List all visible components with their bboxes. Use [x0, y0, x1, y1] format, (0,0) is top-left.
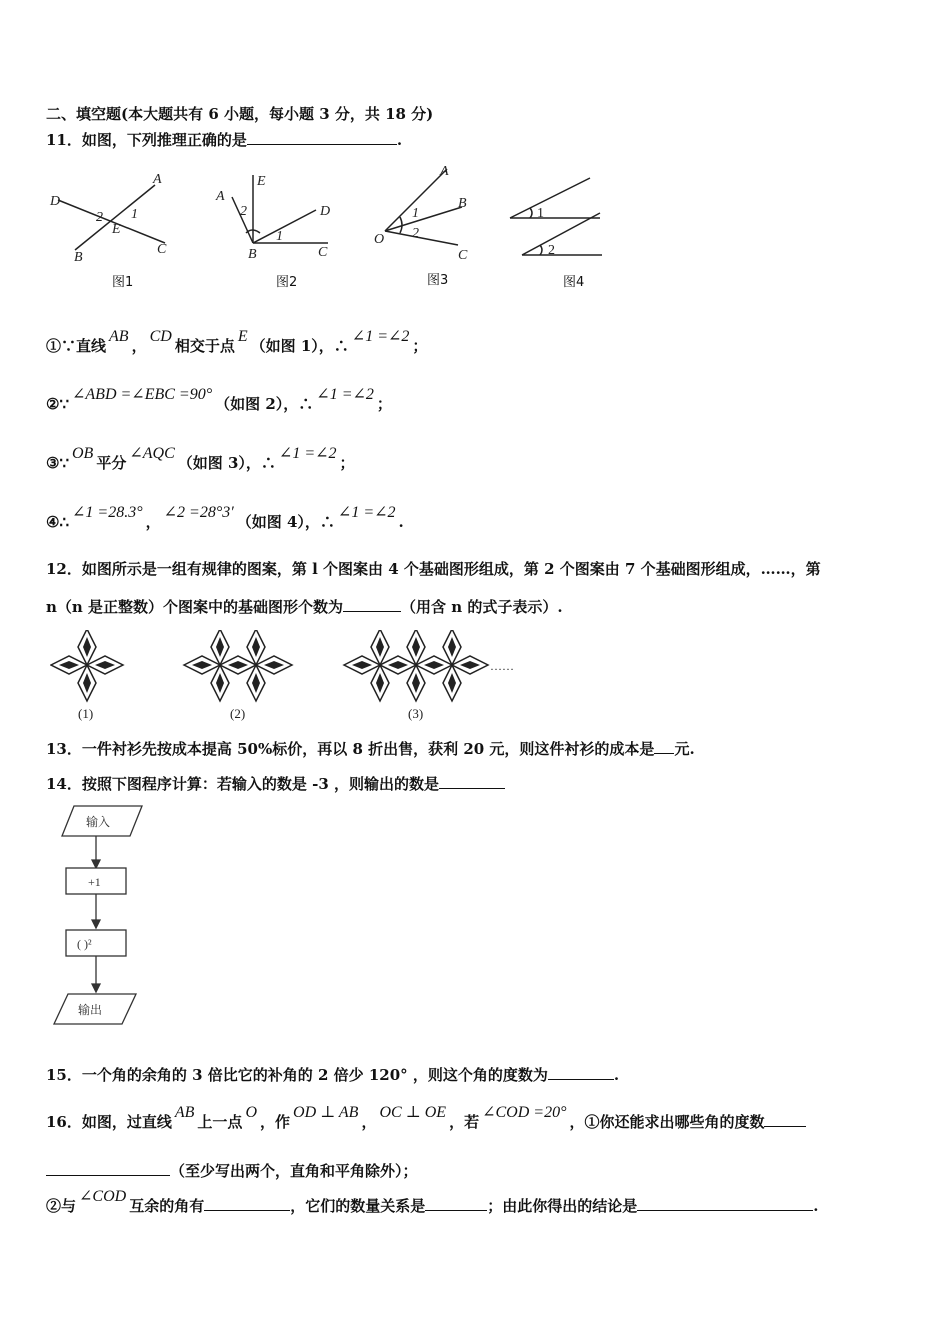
q11-item-2: ②∵∠ABD =∠EBC =90°（如图 2），∴∠1 =∠2； [46, 386, 392, 413]
q12-line-1: 12．如图所示是一组有规律的图案，第 l 个图案由 4 个基础图形组成，第 2 个图案由 7 个基础图形组成，……，第 [46, 560, 821, 578]
q11-answer-blank[interactable] [247, 130, 397, 145]
q16-line-2: （至少写出两个，直角和平角除外）； [46, 1160, 418, 1181]
q16-line-1: 16．如图，过直线AB上一点O，作OD ⊥ AB，OC ⊥ OE，若∠COD =20°，①你还能求出哪些角的度数 [46, 1111, 806, 1132]
q16-answer-blank-1[interactable] [764, 1112, 806, 1127]
q13-answer-blank[interactable] [654, 739, 674, 754]
fig3-angle-2: 2 [412, 226, 419, 241]
q12-patterns [50, 630, 550, 725]
fig1-angle-2: 2 [96, 210, 103, 225]
pattern-ellipsis: …… [490, 659, 514, 673]
q16-answer-blank-5[interactable] [637, 1196, 813, 1211]
q15-answer-blank[interactable] [548, 1065, 614, 1080]
fig1-caption: 图1 [112, 275, 134, 290]
flow-input-label: 输入 [86, 815, 111, 829]
fig1-letter-A: A [153, 172, 162, 187]
fig1-letter-E: E [112, 222, 121, 237]
q16-answer-blank-4[interactable] [425, 1196, 487, 1211]
pattern-3 [344, 630, 488, 701]
fig4-angle-1: 1 [537, 206, 544, 221]
section-title: 二、填空题(本大题共有 6 小题，每小题 3 分，共 18 分) [46, 105, 434, 123]
flow-square-box [66, 930, 126, 956]
fig3-letter-B: B [458, 196, 467, 211]
fig3-angle-1: 1 [412, 206, 419, 221]
fig2-angle-2: 2 [240, 204, 247, 219]
fig2-letter-D: D [320, 204, 331, 219]
fig2-letter-A: A [216, 189, 225, 204]
pattern-1 [51, 630, 123, 701]
fig4-caption: 图4 [563, 275, 585, 290]
figure-4 [510, 178, 602, 255]
fig3-letter-O: O [374, 232, 385, 247]
q11-item-4: ④∴∠1 =28.3°，∠2 =28°3′（如图 4），∴∠1 =∠2. [46, 504, 404, 531]
flow-plus-one-label: +1 [88, 875, 101, 889]
q11-stem: 11．如图，下列推理正确的是 . [46, 131, 403, 149]
figure-2-letters [215, 174, 330, 262]
q11-text: 11．如图，下列推理正确的是 [46, 131, 247, 149]
q14-answer-blank[interactable] [439, 774, 505, 789]
q15: 15．一个角的余角的 3 倍比它的补角的 2 倍少 120° ，则这个角的度数为 . [46, 1066, 620, 1084]
q16-line-3: ②与∠COD互余的角有 ，它们的数量关系是 ；由此你得出的结论是 . [46, 1188, 819, 1215]
q12-answer-blank[interactable] [343, 597, 401, 612]
q11-item-1: ①∵直线AB，CD相交于点E（如图 1），∴∠1 =∠2； [46, 328, 428, 355]
figure-3-letters [374, 164, 468, 263]
fig2-letter-B: B [248, 247, 257, 262]
flow-square-label: ( )² [77, 937, 92, 951]
fig2-letter-E: E [257, 174, 266, 189]
fig1-letter-B: B [74, 250, 83, 265]
fig4-angle-2: 2 [548, 243, 555, 258]
q12-line-2: n（n 是正整数）个图案中的基础图形个数为 （用含 n 的式子表示）. [46, 598, 563, 616]
pattern-2 [184, 630, 292, 701]
q11-item-3: ③∵OB平分∠AQC（如图 3），∴∠1 =∠2； [46, 445, 355, 472]
fig2-caption: 图2 [276, 275, 298, 290]
pattern-label-1: (1) [78, 706, 94, 721]
q16-answer-blank-3[interactable] [204, 1196, 290, 1211]
fig3-letter-C: C [458, 248, 468, 263]
fig2-letter-C: C [318, 245, 328, 260]
q14-flowchart [50, 800, 170, 1030]
fig3-caption: 图3 [427, 273, 449, 288]
fig1-letter-C: C [157, 242, 167, 257]
pattern-label-3: (3) [408, 706, 424, 721]
flow-output-label: 输出 [78, 1003, 103, 1017]
figure-1-letters [49, 172, 167, 265]
figure-3 [385, 169, 462, 245]
figure-4-letters [537, 206, 555, 258]
fig2-angle-1: 1 [276, 229, 283, 244]
q14: 14．按照下图程序计算：若输入的数是 -3 ，则输出的数是 [46, 773, 505, 794]
fig3-letter-A: A [440, 164, 449, 179]
q13: 13．一件衬衫先按成本提高 50%标价，再以 8 折出售，获利 20 元，则这件衬衫的成本是 元. [46, 740, 695, 758]
figure-1 [58, 185, 165, 250]
fig1-angle-1: 1 [131, 207, 138, 222]
pattern-label-2: (2) [230, 706, 246, 721]
q16-answer-blank-2[interactable] [46, 1161, 170, 1176]
fig1-letter-D: D [50, 194, 61, 209]
